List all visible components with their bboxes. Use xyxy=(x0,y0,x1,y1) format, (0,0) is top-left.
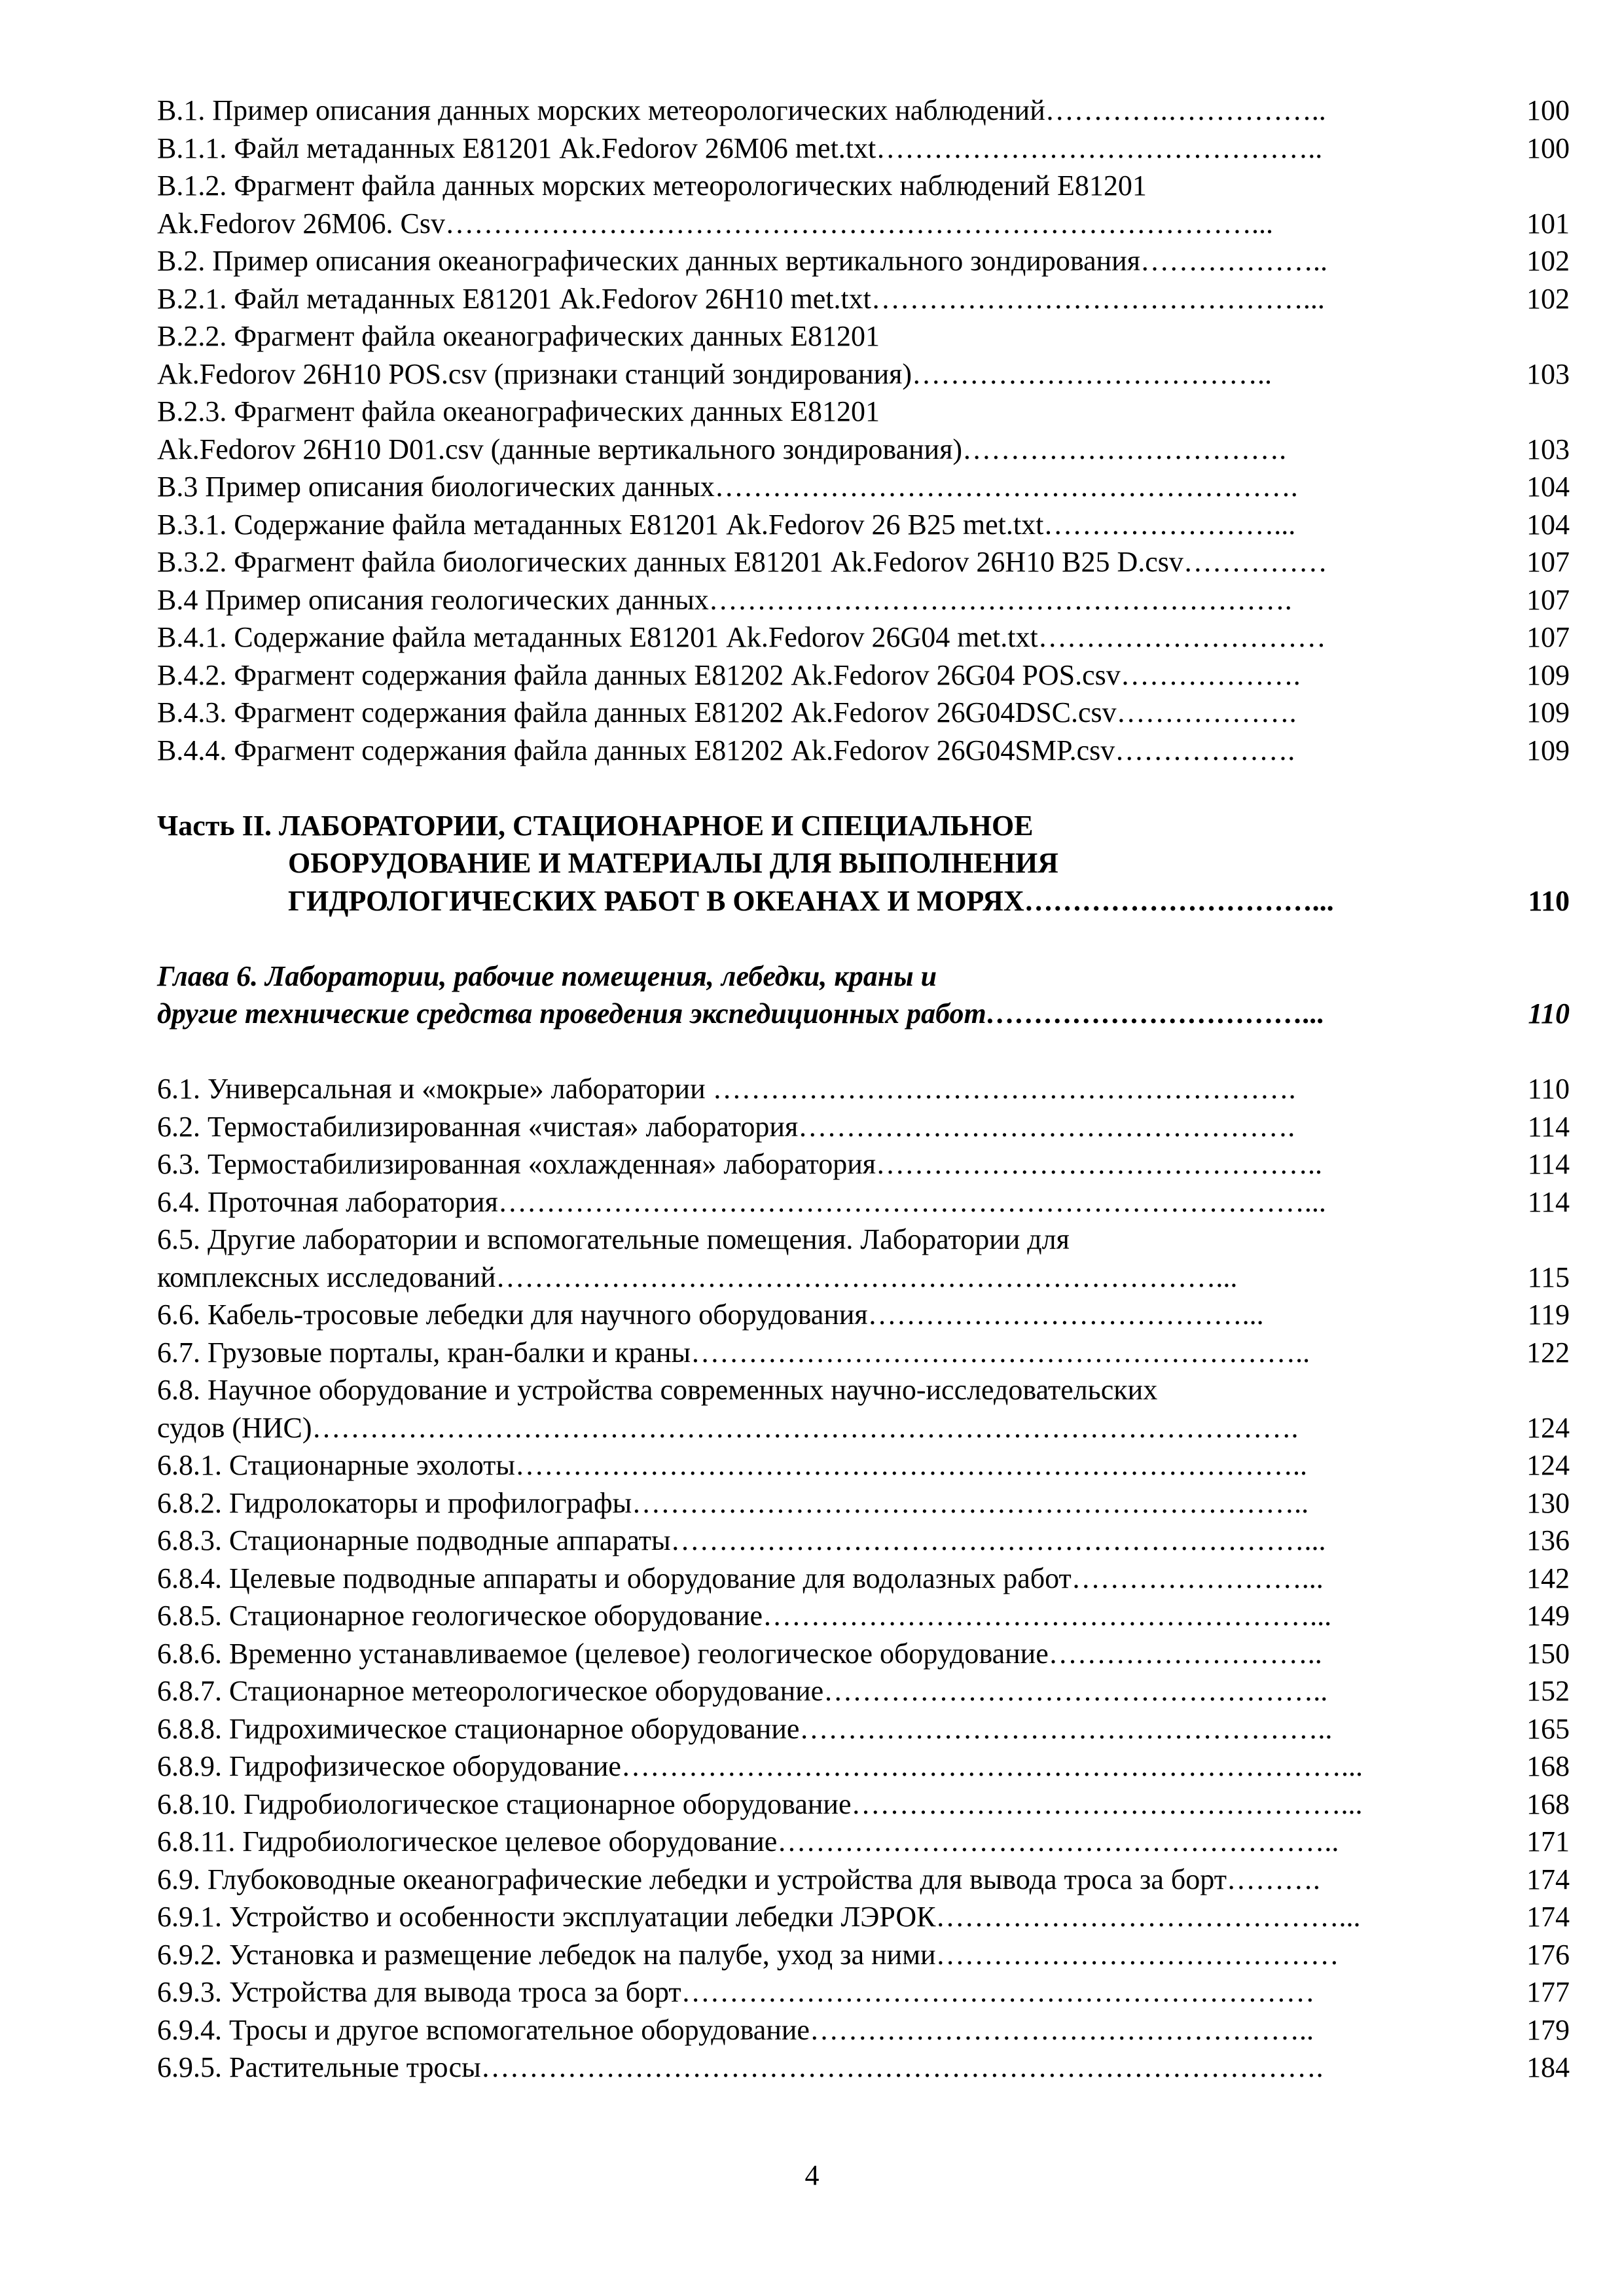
page-ref: 122 xyxy=(1526,1336,1570,1369)
page-ref: 177 xyxy=(1526,1976,1570,2008)
page-ref: 174 xyxy=(1526,1863,1570,1895)
toc-entry-text: 6.8.9. Гидрофизическое оборудование…………………………………………………………………... xyxy=(157,1750,1363,1782)
page-ref: 142 xyxy=(1526,1562,1570,1594)
toc-entry-text: 6.6. Кабель-тросовые лебедки для научного оборудования…………………………………... xyxy=(157,1299,1264,1331)
toc-entry-text: 6.8.10. Гидробиологическое стационарное оборудование……………………………………………... xyxy=(157,1787,1363,1820)
toc-entry-text: 6.9. Глубоководные океанографические лебедки и устройства для вывода троса за борт………. xyxy=(157,1863,1320,1895)
toc-entry xyxy=(157,1145,1570,1183)
toc-entry-text: 6.8.11. Гидробиологическое целевое оборудование………………………………………………….. xyxy=(157,1825,1339,1857)
page-ref: 110 xyxy=(1528,884,1570,917)
toc-entry xyxy=(157,1823,1570,1861)
appendix-entries xyxy=(157,92,1570,769)
toc-entry xyxy=(157,1560,1570,1598)
page-ref: 114 xyxy=(1527,1110,1570,1143)
toc-entry xyxy=(157,1861,1570,1899)
toc-entry-text: 6.8.6. Временно устанавливаемое (целевое) геологическое оборудование……………………….. xyxy=(157,1637,1322,1670)
toc-entry-text: В.2.2. Фрагмент файла океанографических данных Е81201 xyxy=(157,320,880,352)
toc-entry-text: 6.8.1. Стационарные эхолоты……………………………………………………………………….. xyxy=(157,1449,1307,1481)
toc-entry xyxy=(157,1484,1570,1522)
toc-entry xyxy=(157,1334,1570,1372)
toc-entry xyxy=(157,1183,1570,1221)
toc-entry-text: 6.3. Термостабилизированная «охлажденная» лаборатория……………………………………….. xyxy=(157,1148,1323,1180)
toc-entry xyxy=(157,2049,1570,2087)
toc-entry-text: В.4 Пример описания геологических данных……………………………………………………. xyxy=(157,583,1292,616)
page-ref: 103 xyxy=(1526,433,1570,465)
page-ref: 107 xyxy=(1526,583,1570,616)
toc-entry-text: 6.8.8. Гидрохимическое стационарное оборудование……………………………………………….. xyxy=(157,1712,1333,1745)
page-ref: 130 xyxy=(1526,1486,1570,1519)
toc-entry xyxy=(157,1522,1570,1560)
page-ref: 100 xyxy=(1526,132,1570,164)
page-number: 4 xyxy=(804,2159,820,2191)
toc-entry-text: 6.7. Грузовые порталы, кран-балки и краны……………………………………………………….. xyxy=(157,1336,1310,1369)
toc-entry xyxy=(157,1371,1570,1446)
toc-entry-text: 6.8.4. Целевые подводные аппараты и оборудование для водолазных работ……………………... xyxy=(157,1562,1324,1594)
chapter-title-line-2: другие технические средства проведения экспедиционных работ……………………………... xyxy=(157,997,1325,1030)
toc-entry xyxy=(157,393,1570,468)
toc-entry-text: В.2.1. Файл метаданных Е81201 Ak.Fedorov 26H10 met.txt………………………………………... xyxy=(157,282,1325,315)
page-ref: 107 xyxy=(1526,546,1570,578)
page-ref: 115 xyxy=(1527,1261,1570,1293)
toc-entry xyxy=(157,506,1570,544)
page-ref: 104 xyxy=(1526,471,1570,503)
toc-entry-text: 6.9.4. Тросы и другое вспомогательное оборудование…………………………………………….. xyxy=(157,2013,1314,2046)
toc-entry xyxy=(157,468,1570,506)
table-of-contents xyxy=(157,92,1570,2087)
toc-entry xyxy=(157,581,1570,619)
toc-entry-text: В.4.2. Фрагмент содержания файла данных Е81202 Ak.Fedorov 26G04 POS.csv………………. xyxy=(157,658,1301,691)
toc-entry-text: 6.8.3. Стационарные подводные аппараты…………………………………………………………... xyxy=(157,1524,1326,1556)
toc-entry-text: В.1. Пример описания данных морских метеорологических наблюдений………….…………….. xyxy=(157,94,1326,126)
toc-entry-text: В.3.2. Фрагмент файла биологических данных Е81201 Ak.Fedorov 26H10 B25 D.csv…………… xyxy=(157,546,1327,578)
toc-entry xyxy=(157,732,1570,770)
toc-entry xyxy=(157,1710,1570,1748)
page-ref: 107 xyxy=(1526,621,1570,653)
page-ref: 109 xyxy=(1526,734,1570,766)
page-ref: 104 xyxy=(1526,508,1570,541)
toc-entry-text: комплексных исследований…………………………………………………………………... xyxy=(157,1261,1238,1293)
toc-entry xyxy=(157,1221,1570,1296)
page-ref: 101 xyxy=(1526,207,1570,240)
toc-entry-text: 6.5. Другие лаборатории и вспомогательные помещения. Лаборатории для xyxy=(157,1223,1070,1255)
toc-entry xyxy=(157,543,1570,581)
page-ref: 168 xyxy=(1526,1787,1570,1820)
toc-entry-text: 6.9.3. Устройства для вывода троса за борт………………………………………………………… xyxy=(157,1976,1315,2008)
toc-entry-text: Ak.Fedorov 26M06. Csv…………………………………………………………………………... xyxy=(157,207,1274,240)
page-ref: 109 xyxy=(1526,658,1570,691)
page-ref: 152 xyxy=(1526,1675,1570,1707)
page-ref: 110 xyxy=(1527,1073,1570,1105)
toc-entry xyxy=(157,242,1570,280)
toc-entry xyxy=(157,1748,1570,1785)
toc-entry-text: 6.9.2. Установка и размещение лебедок на палубе, уход за ними…………………………………… xyxy=(157,1938,1339,1971)
toc-entry-text: Ak.Fedorov 26H10 D01.csv (данные вертикального зондирования)……………………………. xyxy=(157,433,1287,465)
toc-entry xyxy=(157,1898,1570,1936)
page-ref: 102 xyxy=(1526,282,1570,315)
toc-entry-text: В.1.1. Файл метаданных Е81201 Ak.Fedorov 26M06 met.txt……………………………………….. xyxy=(157,132,1323,164)
toc-entry-text: В.2. Пример описания океанографических данных вертикального зондирования……………….. xyxy=(157,245,1327,277)
page-ref: 100 xyxy=(1526,94,1570,126)
page-ref: 136 xyxy=(1526,1524,1570,1556)
toc-entry xyxy=(157,280,1570,318)
toc-entry xyxy=(157,1635,1570,1673)
toc-entry-text: 6.8. Научное оборудование и устройства современных научно-исследовательских xyxy=(157,1374,1158,1406)
page-ref: 124 xyxy=(1526,1411,1570,1444)
toc-entry-text: В.4.1. Содержание файла метаданных Е81201 Ak.Fedorov 26G04 met.txt………………………… xyxy=(157,621,1326,653)
toc-entry-text: 6.2. Термостабилизированная «чистая» лаборатория……………………………………………. xyxy=(157,1110,1295,1143)
page-ref: 103 xyxy=(1526,357,1570,390)
toc-entry xyxy=(157,167,1570,242)
page-ref: 174 xyxy=(1526,1901,1570,1933)
chapter-title-line-1: Глава 6. Лаборатории, рабочие помещения, лебедки, краны и xyxy=(157,960,937,992)
chapter-heading xyxy=(157,958,1570,1033)
toc-entry-text: 6.8.7. Стационарное метеорологическое оборудование…………………………………………….. xyxy=(157,1675,1328,1707)
toc-entry xyxy=(157,317,1570,393)
page-ref: 184 xyxy=(1526,2051,1570,2083)
toc-entry-text: В.3.1. Содержание файла метаданных Е81201 Ak.Fedorov 26 B25 met.txt……………………... xyxy=(157,508,1296,541)
toc-entry-text: 6.8.5. Стационарное геологическое оборудование…………………………………………………... xyxy=(157,1600,1332,1632)
page-ref: 179 xyxy=(1526,2013,1570,2046)
page-ref: 168 xyxy=(1526,1750,1570,1782)
toc-entry xyxy=(157,2011,1570,2049)
toc-entry xyxy=(157,1108,1570,1146)
page-ref: 165 xyxy=(1526,1712,1570,1745)
toc-entry xyxy=(157,130,1570,168)
toc-entry-text: В.4.4. Фрагмент содержания файла данных Е81202 Ak.Fedorov 26G04SMP.csv………………. xyxy=(157,734,1295,766)
part-title-line-2: ОБОРУДОВАНИЕ И МАТЕРИАЛЫ ДЛЯ ВЫПОЛНЕНИЯ xyxy=(288,847,1058,879)
page-ref: 176 xyxy=(1526,1938,1570,1971)
toc-entry xyxy=(157,1296,1570,1334)
toc-entry-text: 6.9.1. Устройство и особенности эксплуатации лебедки ЛЭРОК……………………………………... xyxy=(157,1901,1361,1933)
page-ref: 149 xyxy=(1526,1600,1570,1632)
page-ref: 150 xyxy=(1526,1637,1570,1670)
toc-entry xyxy=(157,1672,1570,1710)
toc-entry-text: В.4.3. Фрагмент содержания файла данных Е81202 Ak.Fedorov 26G04DSC.csv………………. xyxy=(157,696,1297,728)
toc-entry xyxy=(157,694,1570,732)
toc-entry xyxy=(157,1446,1570,1484)
toc-entry-text: 6.1. Универсальная и «мокрые» лаборатории ……………………………………………………. xyxy=(157,1073,1296,1105)
toc-entry-text: 6.9.5. Растительные тросы……………………………………………………………………………. xyxy=(157,2051,1324,2083)
chapter-entries xyxy=(157,1070,1570,2087)
toc-entry xyxy=(157,1936,1570,1974)
toc-entry xyxy=(157,92,1570,130)
page-ref: 109 xyxy=(1526,696,1570,728)
toc-entry-text: В.1.2. Фрагмент файла данных морских метеорологических наблюдений Е81201 xyxy=(157,170,1147,202)
toc-entry-text: В.2.3. Фрагмент файла океанографических данных Е81201 xyxy=(157,395,880,427)
page-ref: 124 xyxy=(1526,1449,1570,1481)
toc-entry xyxy=(157,1597,1570,1635)
part-title-line-3: ГИДРОЛОГИЧЕСКИХ РАБОТ В ОКЕАНАХ И МОРЯХ…………………………... xyxy=(288,884,1334,917)
page-ref: 110 xyxy=(1528,997,1570,1030)
toc-entry xyxy=(157,656,1570,694)
page-ref: 171 xyxy=(1526,1825,1570,1857)
toc-entry-text: 6.4. Проточная лаборатория…………………………………………………………………………... xyxy=(157,1185,1326,1218)
part-heading xyxy=(157,807,1570,920)
toc-entry xyxy=(157,1785,1570,1823)
toc-entry xyxy=(157,619,1570,656)
part-title-line-1: Часть II. ЛАБОРАТОРИИ, СТАЦИОНАРНОЕ И СПЕЦИАЛЬНОЕ xyxy=(157,809,1034,842)
toc-entry xyxy=(157,1070,1570,1108)
toc-entry-text: В.3 Пример описания биологических данных……………………………………………………. xyxy=(157,471,1298,503)
page-ref: 102 xyxy=(1526,245,1570,277)
toc-entry-text: 6.8.2. Гидролокаторы и профилографы…………………………………………………………….. xyxy=(157,1486,1309,1519)
toc-entry xyxy=(157,1973,1570,2011)
toc-entry-text: судов (НИС)…………………………………………………………………………………………. xyxy=(157,1411,1299,1444)
toc-entry-text: Ak.Fedorov 26H10 POS.csv (признаки станций зондирования)……………………………….. xyxy=(157,357,1272,390)
page-ref: 114 xyxy=(1527,1148,1570,1180)
page-ref: 119 xyxy=(1527,1299,1570,1331)
page-ref: 114 xyxy=(1527,1185,1570,1218)
